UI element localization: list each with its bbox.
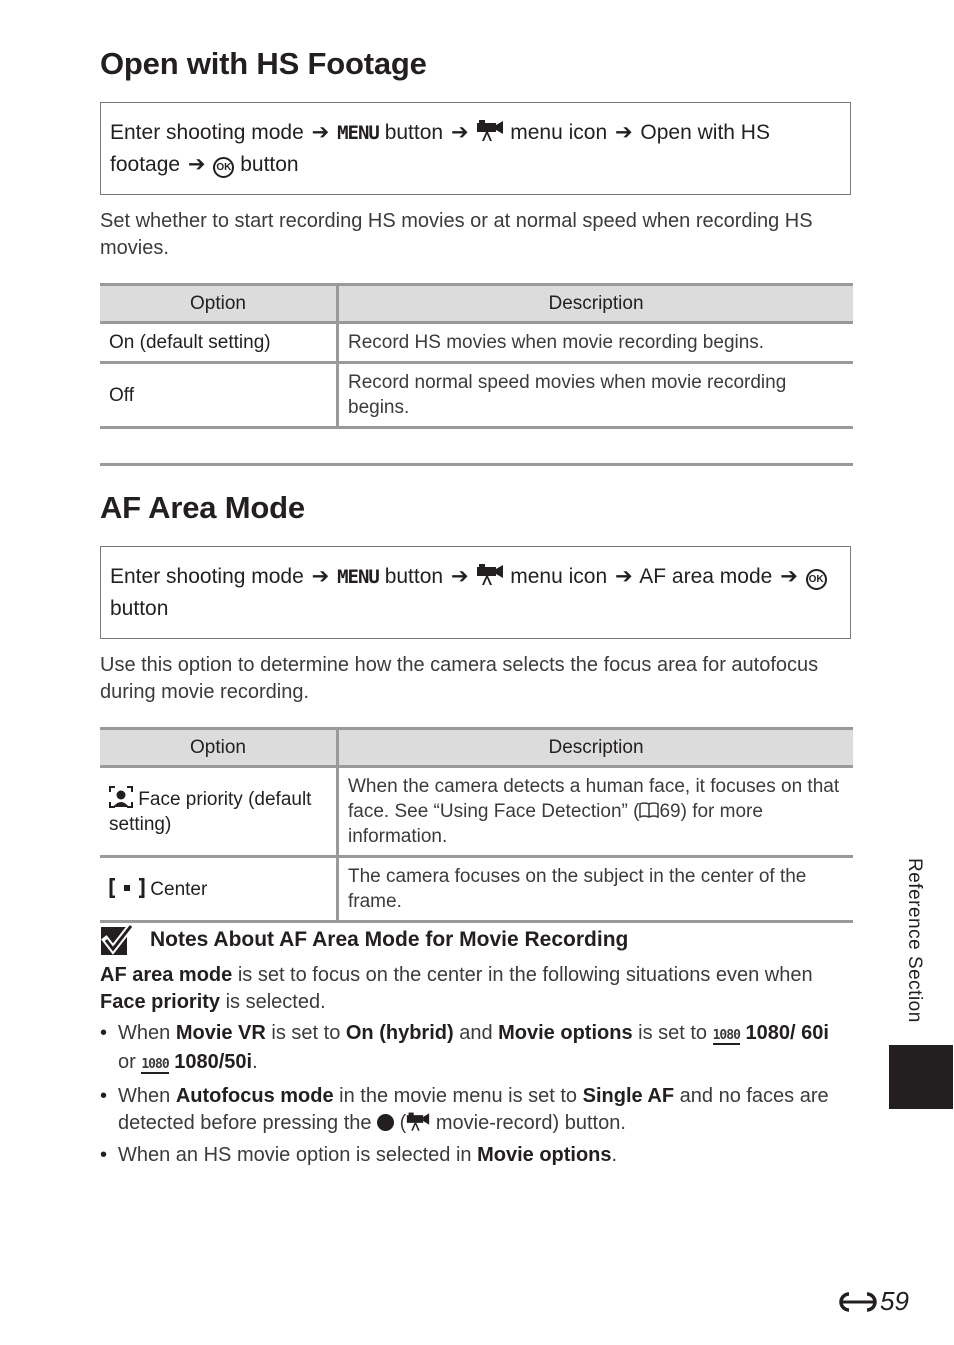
option-cell: On (default setting) bbox=[100, 323, 338, 363]
page-number-text: 59 bbox=[880, 1286, 909, 1316]
text: is set to focus on the center in the following situations even when bbox=[232, 964, 813, 986]
video-format-icon: 1080 bbox=[141, 1057, 169, 1072]
bold-term: Single AF bbox=[582, 1085, 675, 1107]
text: When bbox=[118, 1022, 176, 1044]
column-header: Description bbox=[338, 729, 854, 767]
text: is set to bbox=[632, 1022, 713, 1044]
movie-camera-icon bbox=[476, 120, 504, 142]
bold-term: On (hybrid) bbox=[345, 1022, 454, 1044]
section-tab bbox=[889, 1045, 953, 1109]
description-cell: Record HS movies when movie recording begins. bbox=[338, 323, 854, 363]
description-cell: The camera focuses on the subject in the center of the frame. bbox=[338, 857, 854, 922]
list-item bbox=[100, 1020, 852, 1078]
text: or bbox=[118, 1051, 142, 1073]
arrow-right-icon: ➔ bbox=[311, 121, 330, 144]
nav-text: Enter shooting mode bbox=[110, 121, 304, 144]
menu-button-icon: MENU bbox=[337, 566, 379, 588]
center-af-icon bbox=[109, 878, 145, 898]
text: When an HS movie option is selected in bbox=[118, 1144, 478, 1166]
notes-intro bbox=[100, 962, 852, 1016]
bold-term: Autofocus mode bbox=[175, 1085, 334, 1107]
text: . bbox=[252, 1051, 258, 1073]
bold-term: Face priority bbox=[100, 991, 221, 1013]
nav-text: button bbox=[240, 153, 299, 176]
section-title: Open with HS Footage bbox=[100, 46, 427, 81]
description-text: When the camera detects a human face, it focuses on that face. See “Using Face Detection” ( bbox=[348, 776, 840, 822]
column-header: Option bbox=[100, 729, 338, 767]
nav-text: menu icon bbox=[510, 121, 608, 144]
bold-term: Movie VR bbox=[175, 1022, 266, 1044]
section-divider bbox=[100, 463, 853, 466]
menu-button-icon: MENU bbox=[337, 122, 379, 144]
text: is set to bbox=[265, 1022, 346, 1044]
description-text: ) for more information. bbox=[348, 801, 763, 847]
option-label: Center bbox=[150, 878, 208, 900]
reference-section-icon bbox=[838, 1290, 878, 1314]
bold-term: 1080/ 60i bbox=[745, 1022, 829, 1044]
table-row bbox=[100, 363, 853, 428]
nav-text: button bbox=[384, 121, 444, 144]
text: When bbox=[118, 1085, 176, 1107]
nav-text: Enter shooting mode bbox=[110, 565, 304, 588]
description-cell: Record normal speed movies when movie recording begins. bbox=[338, 363, 854, 428]
arrow-right-icon: ➔ bbox=[450, 565, 469, 588]
list-item bbox=[100, 1083, 852, 1137]
arrow-right-icon: ➔ bbox=[780, 565, 798, 588]
nav-text: AF area mode bbox=[639, 565, 773, 588]
arrow-right-icon: ➔ bbox=[450, 121, 469, 144]
section-title: AF Area Mode bbox=[100, 490, 305, 525]
arrow-right-icon: ➔ bbox=[311, 565, 330, 588]
option-cell bbox=[100, 767, 338, 857]
text: . bbox=[611, 1144, 618, 1166]
text: movie-record) button. bbox=[430, 1112, 626, 1134]
book-reference-icon bbox=[639, 801, 659, 819]
section-description: Use this option to determine how the camera selects the focus area for autofocus during movie recording. bbox=[100, 654, 819, 703]
record-button-icon bbox=[377, 1114, 394, 1131]
page-reference: 69 bbox=[659, 801, 681, 822]
bold-term: Movie options bbox=[498, 1022, 633, 1044]
text: ( bbox=[394, 1112, 407, 1134]
table-row bbox=[100, 767, 853, 857]
bold-term: 1080/50i bbox=[174, 1051, 253, 1073]
face-priority-icon bbox=[109, 786, 133, 808]
nav-text: button bbox=[110, 597, 169, 620]
description-cell bbox=[338, 767, 854, 857]
movie-camera-icon bbox=[406, 1112, 430, 1132]
nav-text: Open with HS footage bbox=[110, 121, 770, 176]
text: in the movie menu is set to bbox=[333, 1085, 583, 1107]
menu-path-box bbox=[100, 102, 851, 195]
arrow-right-icon: ➔ bbox=[614, 565, 633, 588]
bold-term: AF area mode bbox=[100, 964, 233, 986]
arrow-right-icon: ➔ bbox=[614, 121, 633, 144]
text: is selected. bbox=[220, 991, 326, 1013]
notes-title: Notes About AF Area Mode for Movie Recording bbox=[150, 928, 629, 951]
option-cell: Off bbox=[100, 363, 338, 428]
nav-text: menu icon bbox=[510, 565, 608, 588]
text: and bbox=[453, 1022, 499, 1044]
notes-heading bbox=[100, 920, 628, 960]
option-label: Face priority (default setting) bbox=[109, 789, 312, 835]
notes-list bbox=[100, 1020, 852, 1174]
column-header: Description bbox=[338, 285, 854, 323]
section-description: Set whether to start recording HS movies or at normal speed when recording HS movies. bbox=[100, 210, 813, 259]
ok-button-icon: OK bbox=[213, 157, 234, 178]
bold-term: Movie options bbox=[477, 1144, 612, 1166]
column-header: Option bbox=[100, 285, 338, 323]
video-format-icon: 1080 bbox=[712, 1028, 740, 1043]
menu-path-box bbox=[100, 546, 851, 639]
page-number bbox=[838, 1286, 909, 1317]
text: and no faces are detected before pressing the bbox=[118, 1085, 829, 1134]
arrow-right-icon: ➔ bbox=[187, 153, 206, 176]
option-cell bbox=[100, 857, 338, 922]
list-item bbox=[100, 1142, 852, 1169]
table-row bbox=[100, 323, 853, 363]
checkmark-note-icon bbox=[100, 923, 134, 957]
side-section-label: Reference Section bbox=[904, 858, 925, 1023]
table-row bbox=[100, 857, 853, 922]
movie-camera-icon bbox=[476, 564, 504, 586]
ok-button-icon: OK bbox=[806, 569, 827, 590]
options-table bbox=[100, 727, 853, 923]
nav-text: button bbox=[384, 565, 444, 588]
options-table bbox=[100, 283, 853, 429]
